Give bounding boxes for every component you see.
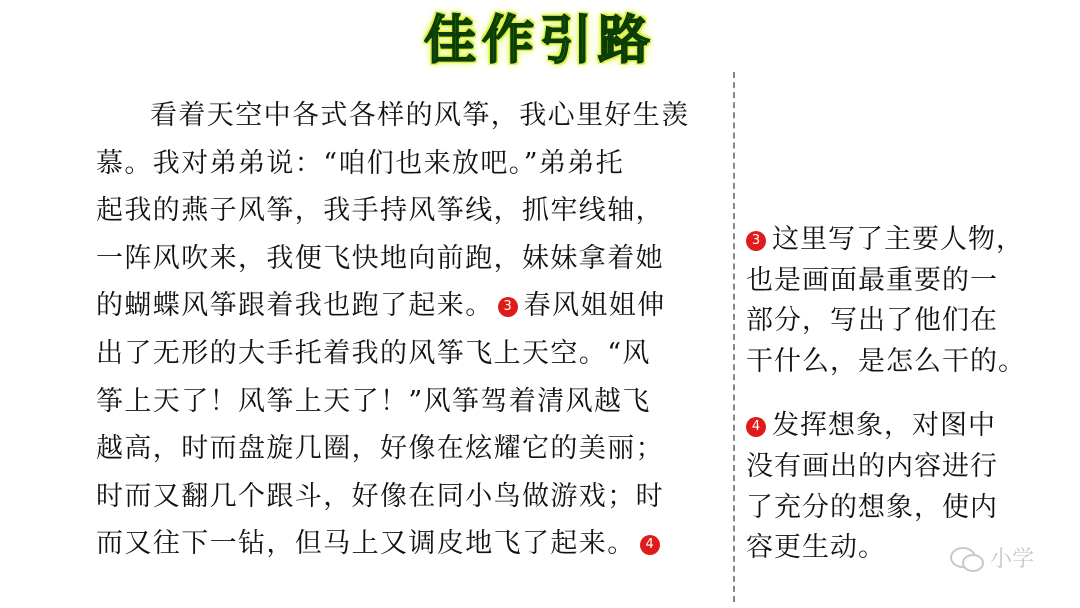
note-line: [746, 406, 1066, 447]
essay-line: 出了无形的大手托着我的风筝飞上天空。“风: [96, 337, 651, 369]
essay-line-with-marker: [96, 520, 726, 568]
note-marker-4: 4: [746, 417, 766, 437]
note-text: 发挥想象，对图中: [772, 410, 996, 442]
essay-line: 起我的燕子风筝，我手持风筝线，抓牢线轴，: [96, 195, 664, 227]
essay-segment: 而又往下一钻，但马上又调皮地飞了起来。: [96, 528, 636, 560]
note-line: 干什么，是怎么干的。: [746, 345, 1026, 377]
essay-line: 一阵风吹来，我便飞快地向前跑，妹妹拿着她: [96, 242, 664, 274]
essay-segment: 的蝴蝶风筝跟着我也跑了起来。: [96, 290, 494, 322]
note-text: 这里写了主要人物，: [772, 224, 1024, 255]
annotation-marker-4: 4: [640, 535, 660, 555]
essay-text: [96, 92, 726, 568]
essay-line: 筝上天了！风筝上天了！”风筝驾着清风越飞: [96, 385, 651, 417]
note-line: 容更生动。: [746, 532, 886, 564]
annotation-notes: [746, 220, 1066, 593]
essay-line: 看着天空中各式各样的风筝，我心里好生羡: [150, 100, 690, 131]
note-line: 部分，写出了他们在: [746, 305, 998, 337]
dashed-divider: [733, 72, 735, 602]
annotation-marker-3: 3: [498, 297, 518, 317]
watermark: [950, 542, 1034, 573]
page-title: 佳作引路: [423, 11, 656, 71]
wechat-icon: [950, 545, 984, 571]
essay-line: 时而又翻几个跟斗，好像在同小鸟做游戏；时: [96, 480, 664, 512]
note-marker-3: 3: [746, 231, 766, 251]
note-3: [746, 220, 1066, 382]
note-line: [746, 220, 1066, 261]
watermark-text: 小学: [990, 547, 1035, 572]
essay-line: 慕。我对弟弟说：“咱们也来放吧。”弟弟托: [96, 147, 625, 179]
note-line: 了充分的想象，使内: [746, 491, 998, 523]
essay-line: 越高，时而盘旋几圈，好像在炫耀它的美丽；: [96, 433, 664, 465]
essay-line-with-marker: [96, 282, 726, 330]
note-line: 也是画面最重要的一: [746, 264, 998, 296]
essay-segment: 春风姐姐伸: [523, 290, 666, 322]
note-line: 没有画出的内容进行: [746, 450, 998, 482]
